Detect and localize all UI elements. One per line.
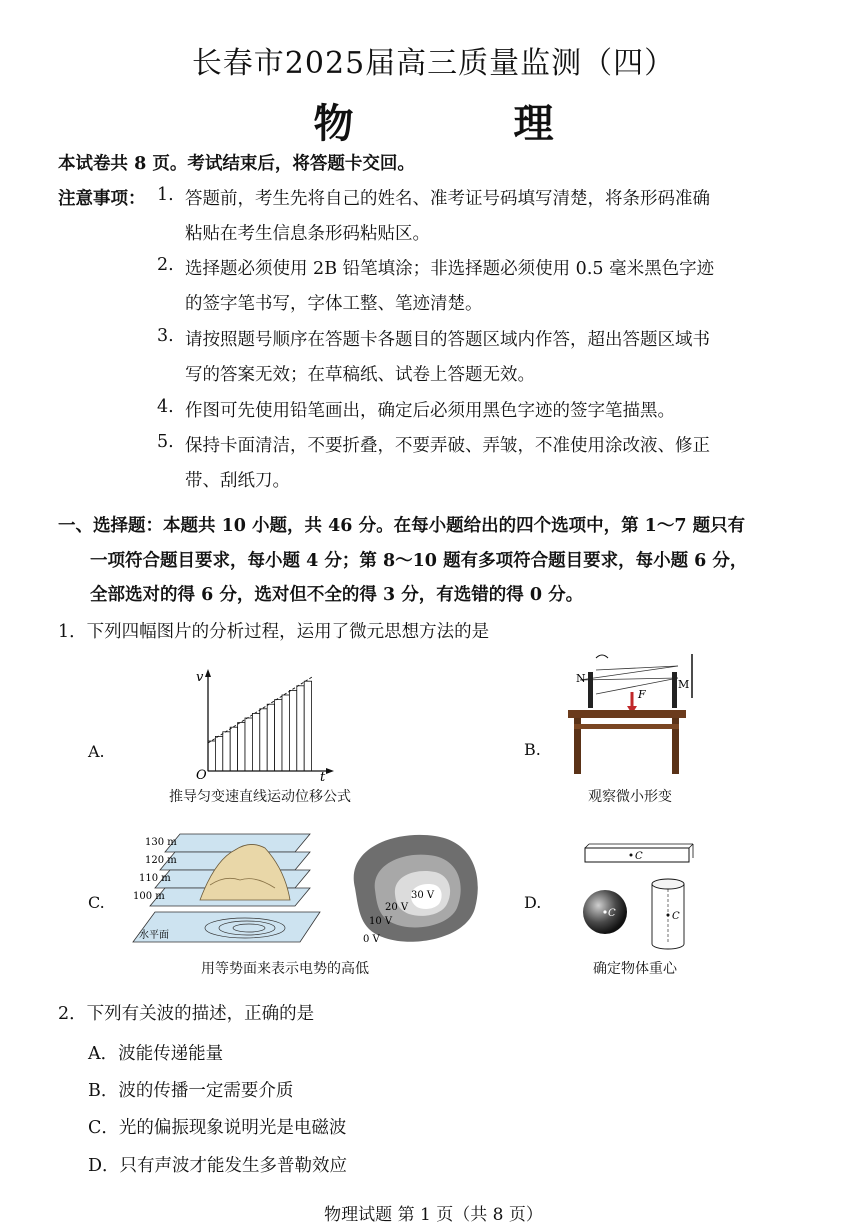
note-text: 的签字笔书写，字体工整、笔迹清楚。: [185, 294, 483, 314]
question-2-stem: 2．下列有关波的描述，正确的是: [58, 1004, 315, 1024]
center-of-gravity-figure: [575, 840, 700, 955]
vt-bar: [289, 690, 296, 771]
vt-bar: [230, 727, 237, 771]
center-label: C: [672, 911, 680, 922]
note-text: 粘贴在考生信息条形码粘贴区。: [185, 224, 430, 244]
v-axis-arrow: [205, 669, 211, 677]
note-text: 带、刮纸刀。: [185, 471, 290, 491]
vt-graph-figure: [190, 665, 340, 783]
intro-text: 本试卷共 8 页。考试结束后，将答题卡交回。: [58, 154, 415, 174]
height-label: 120 m: [145, 855, 177, 866]
height-label: 130 m: [145, 837, 177, 848]
vt-bar: [275, 700, 282, 771]
vt-bar: [267, 704, 274, 771]
option-b-caption: 观察微小形变: [588, 789, 672, 805]
table-top: [568, 710, 686, 718]
center-point: [603, 910, 606, 913]
potential-label: 0 V: [363, 934, 380, 945]
option-c-label: C.: [88, 893, 105, 912]
note-num: 5.: [157, 432, 174, 452]
table-apron: [574, 724, 679, 729]
note-num: 3.: [157, 326, 174, 346]
note-text: 答题前，考生先将自己的姓名、准考证号码填写清楚，将条形码准确: [185, 189, 710, 209]
subject-title: 物 理: [313, 100, 614, 147]
question-2-option: D．只有声波才能发生多普勒效应: [88, 1156, 348, 1176]
table-mirror-figure: [560, 650, 700, 780]
vt-bars: [208, 681, 312, 771]
center-label: C: [608, 908, 616, 919]
potential-label: 20 V: [385, 902, 409, 913]
question-2-option: A．波能传递能量: [88, 1044, 224, 1064]
cylinder-bottom: [652, 944, 684, 949]
vt-bar: [208, 741, 215, 771]
vt-bar: [215, 736, 222, 771]
center-point: [630, 854, 633, 857]
option-d-caption: 确定物体重心: [593, 961, 677, 977]
light-source-icon: [596, 655, 608, 658]
vt-bar: [245, 718, 252, 771]
vt-bar: [282, 695, 289, 771]
origin-label: O: [196, 768, 207, 783]
option-a-label: A.: [88, 742, 105, 761]
note-text: 选择题必须使用 2B 铅笔填涂；非选择题必须使用 0.5 毫米黑色字迹: [185, 259, 715, 279]
page-footer: 物理试题 第 1 页（共 8 页）: [324, 1205, 543, 1225]
mirror-n-label: N: [576, 672, 586, 685]
vt-bar: [304, 681, 311, 771]
option-a-caption: 推导匀变速直线运动位移公式: [169, 789, 351, 805]
vt-bar: [297, 686, 304, 771]
question-2-option: B．波的传播一定需要介质: [88, 1081, 294, 1101]
section-heading: 全部选对的得 6 分，选对但不全的得 3 分，有选错的得 0 分。: [90, 585, 584, 605]
note-text: 保持卡面清洁，不要折叠，不要弄破、弄皱，不准使用涂改液、修正: [185, 436, 710, 456]
section-heading: 一、选择题：本题共 10 小题，共 46 分。在每小题给出的四个选项中，第 1～7 题只有: [58, 516, 746, 536]
potential-label: 30 V: [411, 890, 435, 901]
note-num: 2.: [157, 255, 174, 275]
question-2-option: C．光的偏振现象说明光是电磁波: [88, 1118, 347, 1138]
exam-title: 长春市2025届高三质量监测（四）: [191, 46, 676, 81]
option-d-label: D.: [524, 893, 542, 912]
vt-bar: [238, 723, 245, 771]
cylinder-top: [652, 879, 684, 889]
vt-bar: [252, 713, 259, 771]
center-label: C: [635, 851, 643, 862]
note-text: 写的答案无效；在草稿纸、试卷上答题无效。: [185, 365, 535, 385]
note-num: 1.: [157, 185, 174, 205]
note-text: 作图可先使用铅笔画出，确定后必须用黑色字迹的签字笔描黑。: [185, 401, 675, 421]
mirror-m: [672, 672, 677, 708]
force-label: F: [638, 688, 646, 701]
mirror-n: [588, 672, 593, 708]
section-heading: 一项符合题目要求，每小题 4 分；第 8～10 题有多项符合题目要求，每小题 6 分，: [90, 551, 748, 571]
option-c-caption: 用等势面来表示电势的高低: [201, 961, 369, 977]
note-text: 请按照题号顺序在答题卡各题目的答题区域内作答，超出答题区域书: [185, 330, 710, 350]
center-point: [667, 914, 670, 917]
potential-label: 10 V: [369, 916, 393, 927]
height-label: 110 m: [139, 873, 171, 884]
mirror-m-label: M: [678, 678, 690, 691]
ground-label: 水平面: [139, 930, 169, 941]
notes-label: 注意事项：: [58, 189, 146, 209]
note-num: 4.: [157, 397, 174, 417]
vt-bar: [260, 709, 267, 771]
v-axis-label: v: [196, 670, 204, 685]
light-ray: [596, 678, 678, 694]
equipotential-figure: [335, 828, 485, 950]
contour-mountain-figure: [125, 830, 325, 955]
height-label: 100 m: [133, 891, 165, 902]
option-b-label: B.: [524, 740, 541, 759]
vt-bar: [223, 732, 230, 771]
question-1-stem: 1．下列四幅图片的分析过程，运用了微元思想方法的是: [58, 622, 490, 642]
t-axis-label: t: [320, 770, 326, 783]
t-axis-arrow: [326, 768, 334, 774]
